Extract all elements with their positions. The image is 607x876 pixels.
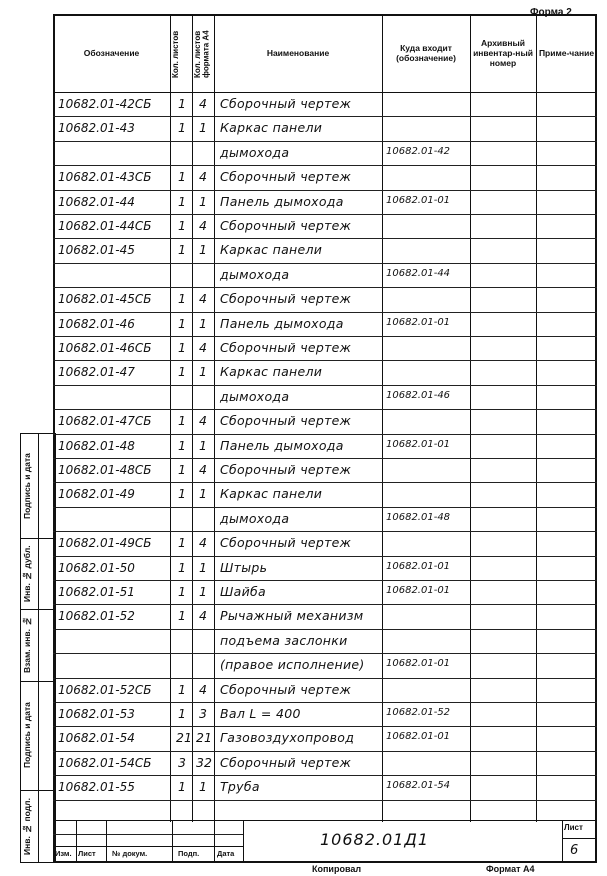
row-divider: [53, 800, 597, 801]
side-divider: [20, 681, 56, 682]
row-sheet-count: 1: [178, 242, 186, 258]
row-name: дымохода: [220, 144, 290, 160]
row-name: Рычажный механизм: [220, 608, 364, 624]
title-col-sign: Подп.: [178, 849, 200, 858]
row-divider: [53, 385, 597, 386]
row-name: Панель дымохода: [220, 315, 344, 331]
row-divider: [53, 482, 597, 483]
title-col-sheet: Лист: [78, 849, 96, 858]
row-designation: 10682.01-50: [58, 560, 135, 575]
header-divider: [53, 92, 597, 93]
side-label-sign-date: Подпись и дата: [22, 453, 32, 519]
row-where-used: 10682.01-01: [386, 316, 451, 328]
row-name: Сборочный чертеж: [220, 462, 352, 477]
row-name: Сборочный чертеж: [220, 96, 352, 111]
row-name: Сборочный чертеж: [220, 340, 352, 355]
side-divider: [20, 790, 56, 791]
row-name: Шайба: [220, 584, 267, 599]
row-designation: 10682.01-45СБ: [58, 292, 152, 307]
row-a4-count: 1: [199, 193, 207, 209]
row-a4-count: 21: [196, 730, 212, 746]
row-a4-count: 3: [199, 706, 207, 721]
side-label-dup-inv: Инв. № дубл.: [22, 545, 32, 602]
row-divider: [53, 726, 597, 727]
footer-copied: Копировал: [312, 864, 362, 874]
row-name: Сборочный чертеж: [220, 169, 352, 185]
row-divider: [53, 531, 597, 532]
row-name: Труба: [220, 779, 260, 795]
row-divider: [53, 263, 597, 264]
row-sheet-count: 1: [178, 681, 186, 697]
row-designation: 10682.01-49СБ: [58, 536, 152, 551]
title-col: [214, 820, 215, 863]
row-a4-count: 1: [199, 437, 207, 453]
title-col: [243, 820, 244, 863]
row-name: Газовоздухопровод: [220, 730, 355, 746]
row-designation: 10682.01-52: [58, 609, 135, 624]
side-divider: [20, 609, 56, 610]
row-where-used: 10682.01-54: [386, 780, 451, 792]
row-a4-count: 4: [199, 413, 207, 429]
row-a4-count: 1: [199, 120, 207, 136]
row-name: Сборочный чертеж: [220, 681, 352, 697]
row-sheet-count: 1: [178, 535, 186, 551]
row-a4-count: 4: [199, 218, 207, 233]
title-col: [106, 820, 107, 863]
row-name: дымохода: [220, 510, 290, 526]
side-divider: [38, 433, 39, 863]
row-name: Вал L = 400: [220, 706, 301, 721]
row-divider: [53, 678, 597, 679]
row-name: Штырь: [220, 559, 268, 575]
row-sheet-count: 1: [178, 364, 186, 380]
row-designation: 10682.01-54: [58, 731, 135, 746]
row-divider: [53, 629, 597, 630]
row-sheet-count: 1: [178, 120, 186, 136]
row-sheet-count: 1: [178, 706, 186, 721]
row-where-used: 10682.01-01: [386, 731, 451, 743]
row-a4-count: 1: [199, 584, 207, 599]
row-sheet-count: 1: [178, 462, 186, 477]
row-name: Каркас панели: [220, 486, 323, 502]
row-designation: 10682.01-42СБ: [58, 97, 152, 111]
header-where-used: Куда входит (обозначение): [396, 43, 456, 63]
row-sheet-count: 1: [178, 559, 186, 575]
row-divider: [53, 775, 597, 776]
form-label: Форма 2: [530, 7, 572, 18]
row-name: Сборочный чертеж: [220, 754, 352, 770]
row-divider: [53, 116, 597, 117]
col-divider: [470, 14, 471, 822]
row-name: дымохода: [220, 388, 290, 404]
row-designation: 10682.01-43СБ: [58, 170, 152, 185]
side-label-replace-inv: Взам. инв. №: [22, 616, 32, 674]
row-a4-count: 1: [199, 779, 207, 795]
row-a4-count: 1: [199, 364, 207, 380]
row-where-used: 10682.01-01: [386, 585, 451, 596]
row-name: Панель дымохода: [220, 193, 344, 209]
row-sheet-count: 1: [178, 437, 186, 453]
row-divider: [53, 312, 597, 313]
header-name: Наименование: [266, 48, 330, 59]
row-divider: [53, 507, 597, 508]
row-divider: [53, 409, 597, 410]
row-designation: 10682.01-48СБ: [58, 463, 152, 477]
row-where-used: 10682.01-46: [386, 389, 451, 401]
row-divider: [53, 336, 597, 337]
row-divider: [53, 604, 597, 605]
row-divider: [53, 580, 597, 581]
row-designation: 10682.01-55: [58, 780, 135, 795]
document-number: 10682.01Д1: [320, 830, 430, 849]
header-a4-format: Кол. листов формата А4: [193, 30, 211, 78]
row-a4-count: 32: [196, 754, 212, 770]
row-a4-count: 4: [199, 681, 207, 697]
row-designation: 10682.01-44: [58, 194, 135, 209]
row-designation: 10682.01-44СБ: [58, 219, 152, 233]
header-notes: Приме-чание: [538, 48, 595, 59]
col-divider: [170, 14, 171, 822]
row-designation: 10682.01-54СБ: [58, 755, 152, 770]
row-name: дымохода: [220, 266, 290, 282]
row-where-used: 10682.01-48: [386, 511, 451, 523]
row-sheet-count: 1: [178, 779, 186, 795]
row-sheet-count: 3: [178, 754, 186, 770]
row-divider: [53, 214, 597, 215]
title-block-line: [562, 838, 597, 839]
row-sheet-count: 1: [178, 291, 186, 307]
footer-format: Формат А4: [486, 864, 535, 874]
row-divider: [53, 287, 597, 288]
side-label-orig-inv: Инв. № подл.: [22, 798, 32, 855]
row-designation: 10682.01-52СБ: [58, 682, 152, 697]
row-sheet-count: 21: [176, 730, 192, 746]
row-designation: 10682.01-45: [58, 243, 135, 258]
row-where-used: 10682.01-52: [386, 707, 451, 718]
row-sheet-count: 1: [178, 193, 186, 209]
title-col-change: Изм.: [55, 849, 72, 858]
row-divider: [53, 360, 597, 361]
row-divider: [53, 653, 597, 654]
header-archive-number: Архивный инвентар-ный номер: [473, 38, 533, 68]
header-sheets-count: Кол. листов: [171, 30, 180, 78]
row-sheet-count: 1: [178, 584, 186, 599]
row-designation: 10682.01-46СБ: [58, 341, 152, 355]
row-a4-count: 4: [199, 608, 207, 624]
row-name: Каркас панели: [220, 242, 323, 258]
row-name: Каркас панели: [220, 364, 323, 380]
row-sheet-count: 1: [178, 486, 186, 502]
row-divider: [53, 556, 597, 557]
row-sheet-count: 1: [178, 315, 186, 331]
row-divider: [53, 434, 597, 435]
row-designation: 10682.01-49: [58, 487, 135, 502]
col-divider: [214, 14, 215, 822]
row-name: Панель дымохода: [220, 437, 344, 453]
row-divider: [53, 141, 597, 142]
row-divider: [53, 751, 597, 752]
row-sheet-count: 1: [178, 96, 186, 111]
row-name: (правое исполнение): [220, 657, 365, 673]
row-designation: 10682.01-47СБ: [58, 414, 152, 429]
title-col: [76, 820, 77, 863]
row-designation: 10682.01-43: [58, 121, 135, 136]
title-col: [172, 820, 173, 863]
title-col-date: Дата: [217, 849, 235, 858]
row-where-used: 10682.01-01: [386, 438, 451, 450]
sheet-label: Лист: [564, 823, 583, 832]
row-divider: [53, 190, 597, 191]
row-sheet-count: 1: [178, 169, 186, 185]
row-sheet-count: 1: [178, 218, 186, 233]
title-col-doc: № докум.: [112, 849, 148, 858]
col-divider: [536, 14, 537, 822]
row-name: Сборочный чертеж: [220, 413, 352, 429]
row-a4-count: 1: [199, 242, 207, 258]
row-a4-count: 4: [199, 291, 207, 307]
row-name: Сборочный чертеж: [220, 218, 352, 233]
row-where-used: 10682.01-01: [386, 194, 451, 206]
row-where-used: 10682.01-01: [386, 658, 451, 670]
row-a4-count: 4: [199, 340, 207, 355]
side-label-sign-date-bottom: Подпись и дата: [22, 702, 32, 769]
row-divider: [53, 702, 597, 703]
sheet-number: 6: [570, 843, 579, 858]
row-designation: 10682.01-48: [58, 438, 135, 453]
row-designation: 10682.01-47: [58, 365, 135, 380]
row-where-used: 10682.01-44: [386, 267, 451, 279]
row-a4-count: 1: [199, 559, 207, 575]
row-designation: 10682.01-46: [58, 316, 135, 331]
row-name: подъема заслонки: [220, 632, 348, 648]
header-designation: Обозначение: [83, 48, 140, 59]
row-where-used: 10682.01-42: [386, 145, 451, 157]
row-a4-count: 4: [199, 96, 207, 111]
row-divider: [53, 458, 597, 459]
row-designation: 10682.01-51: [58, 585, 135, 599]
row-designation: 10682.01-53: [58, 707, 135, 721]
row-where-used: 10682.01-01: [386, 560, 451, 572]
row-name: Сборочный чертеж: [220, 535, 352, 551]
row-a4-count: 4: [199, 535, 207, 551]
row-sheet-count: 1: [178, 608, 186, 624]
row-a4-count: 4: [199, 462, 207, 477]
title-col: [562, 820, 563, 863]
col-divider: [192, 14, 193, 822]
row-name: Каркас панели: [220, 120, 323, 136]
row-divider: [53, 238, 597, 239]
row-divider: [53, 165, 597, 166]
title-block-top: [53, 820, 597, 821]
row-name: Сборочный чертеж: [220, 291, 352, 307]
row-a4-count: 4: [199, 169, 207, 185]
row-sheet-count: 1: [178, 413, 186, 429]
row-sheet-count: 1: [178, 340, 186, 355]
row-a4-count: 1: [199, 486, 207, 502]
col-divider: [382, 14, 383, 822]
side-divider: [20, 538, 56, 539]
row-a4-count: 1: [199, 315, 207, 331]
